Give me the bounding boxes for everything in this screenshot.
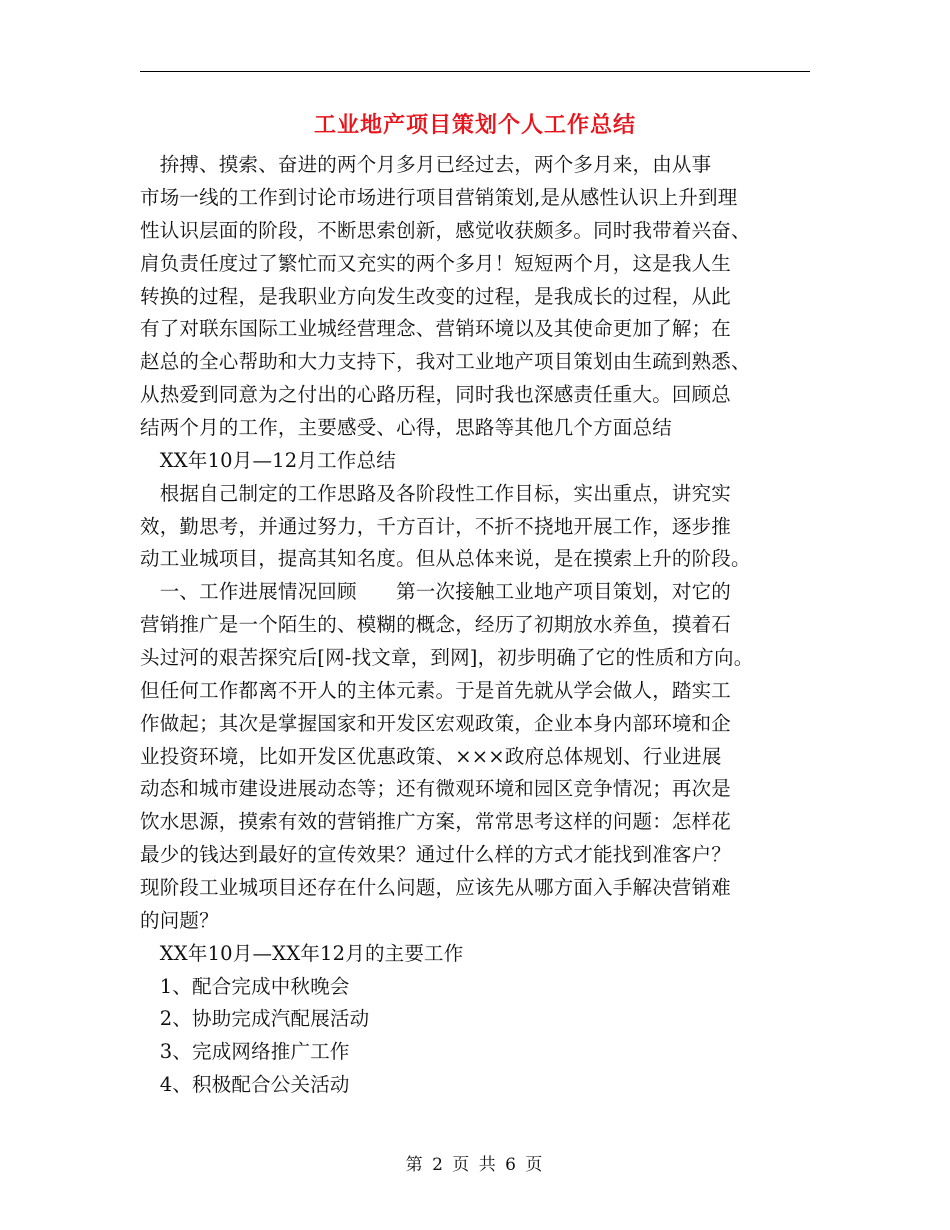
text-line-23: 现阶段工业城项目还存在什么问题，应该先从哪方面入手解决营销难 <box>140 876 732 899</box>
text-line-11: 根据自己制定的工作思路及各阶段性工作目标，实出重点，讲究实 <box>140 482 732 505</box>
text-line-19: 业投资环境，比如开发区优惠政策、×××政府总体规划、行业进展 <box>140 745 722 768</box>
text-line-2: 市场一线的工作到讨论市场进行项目营销策划,是从感性认识上升到理 <box>140 186 738 209</box>
text-line-25: XX年10月—XX年12月的主要工作 <box>140 942 464 965</box>
text-line-17: 但任何工作都离不开人的主体元素。于是首先就从学会做人，踏实工 <box>140 679 732 702</box>
text-line-5: 转换的过程，是我职业方向发生改变的过程，是我成长的过程，从此 <box>140 285 732 308</box>
header-rule <box>140 71 810 72</box>
text-line-1: 拚搏、摸索、奋进的两个月多月已经过去，两个多月来，由从事 <box>140 153 712 176</box>
text-line-15: 营销推广是一个陌生的、模糊的概念，经历了初期放水养鱼，摸着石 <box>140 613 732 636</box>
text-line-28: 3、完成网络推广工作 <box>140 1040 350 1063</box>
text-line-24: 的问题？ <box>140 909 219 932</box>
text-line-26: 1、配合完成中秋晚会 <box>140 975 350 998</box>
text-line-21: 饮水思源，摸索有效的营销推广方案，常常思考这样的问题：怎样花 <box>140 810 732 833</box>
text-line-13: 动工业城项目，提高其知名度。但从总体来说，是在摸索上升的阶段。 <box>140 547 751 570</box>
text-line-14: 一、工作进展情况回顾 第一次接触工业地产项目策划，对它的 <box>140 580 732 603</box>
text-line-16: 头过河的艰苦探究后[网-找文章，到网]，初步明确了它的性质和方向。 <box>140 646 754 669</box>
text-line-3: 性认识层面的阶段，不断思索创新，感觉收获颇多。同时我带着兴奋、 <box>140 219 751 242</box>
text-line-27: 2、协助完成汽配展活动 <box>140 1007 370 1030</box>
text-line-20: 动态和城市建设进展动态等；还有微观环境和园区竞争情况；再次是 <box>140 777 732 800</box>
text-line-6: 有了对联东国际工业城经营理念、营销环境以及其使命更加了解；在 <box>140 317 732 340</box>
page-number-footer: 第 2 页 共 6 页 <box>405 1155 545 1175</box>
text-line-29: 4、积极配合公关活动 <box>140 1073 350 1096</box>
text-line-10: XX年10月—12月工作总结 <box>140 449 396 472</box>
document-title: 工业地产项目策划个人工作总结 <box>313 112 636 138</box>
text-line-12: 效，勤思考，并通过努力，千方百计，不折不挠地开展工作，逐步推 <box>140 515 732 538</box>
text-line-7: 赵总的全心帮助和大力支持下，我对工业地产项目策划由生疏到熟悉、 <box>140 350 751 373</box>
text-line-22: 最少的钱达到最好的宣传效果？通过什么样的方式才能找到准客户？ <box>140 843 732 866</box>
text-line-8: 从热爱到同意为之付出的心路历程，同时我也深感责任重大。回顾总 <box>140 383 732 406</box>
text-line-9: 结两个月的工作，主要感受、心得，思路等其他几个方面总结 <box>140 416 672 439</box>
text-line-18: 作做起；其次是掌握国家和开发区宏观政策，企业本身内部环境和企 <box>140 712 732 735</box>
text-line-4: 肩负责任度过了繁忙而又充实的两个多月！短短两个月，这是我人生 <box>140 252 732 275</box>
